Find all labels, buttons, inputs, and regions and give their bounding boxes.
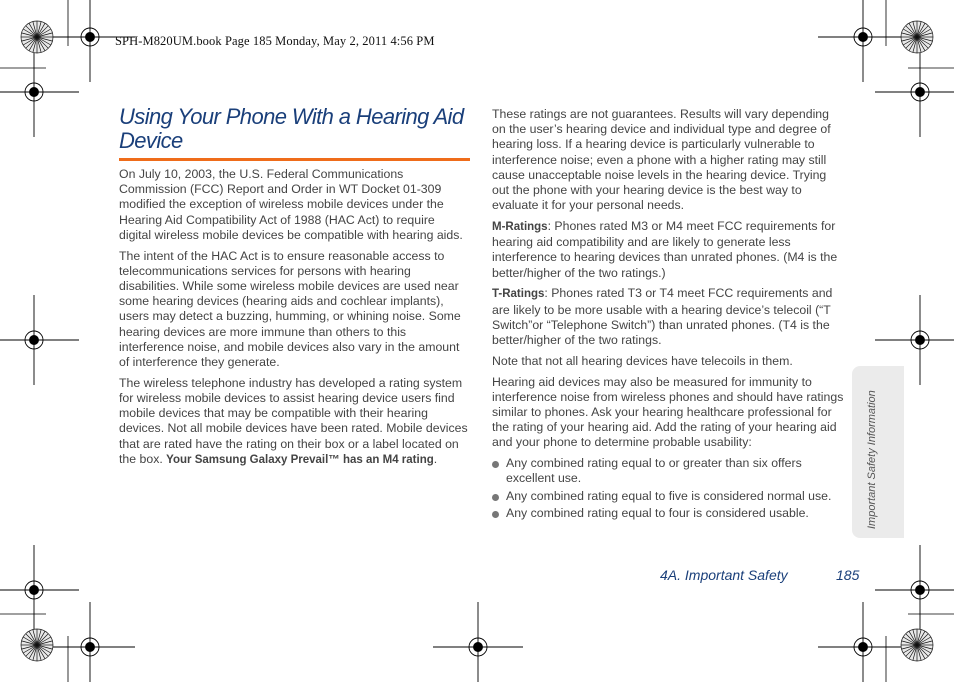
device-rating: Your Samsung Galaxy Prevail™ has an M4 rating [166, 453, 434, 466]
crosshair-mark-icon [0, 47, 79, 137]
list-item: Any combined rating equal to five is considered normal use. [492, 489, 844, 504]
list-item: Any combined rating equal to or greater than six offers excellent use. [492, 456, 844, 486]
m-ratings-text: : Phones rated M3 or M4 meet FCC requirements for hearing aid compatibility and are likely to generate less interference to hearing devices than unrated phones. (M4 is the better/higher of the two ratings.) [492, 219, 838, 280]
crosshair-mark-icon [433, 602, 523, 682]
page-title: Using Your Phone With a Hearing Aid Device [119, 104, 464, 153]
paragraph-fcc-order: On July 10, 2003, the U.S. Federal Communications Commission (FCC) Report and Order in WT Docket 01-309 modified the exception of wireless mobile devices under the Hearing Aid Compatibility Act of 1988 (HAC Act) to require digital wireless mobile devices be compatible with hearing aids. [119, 167, 463, 242]
bullet-icon [492, 511, 499, 518]
rating-period: . [433, 451, 438, 466]
t-ratings-term: T-Ratings [492, 288, 545, 301]
t-ratings-text: : Phones rated T3 or T4 meet FCC requirements and are likely to be more usable with a hearing device’s telecoil (“T Switch”or “Telephone Switch”) than unrated phones. (T4 is the better/higher of the two ratings. [492, 286, 833, 348]
crosshair-mark-icon [0, 295, 79, 385]
crosshair-mark-icon [818, 0, 908, 82]
list-item: Any combined rating equal to four is considered usable. [492, 506, 844, 521]
paragraph-hac-intent: The intent of the HAC Act is to ensure reasonable access to telecommunications services for persons with hearing disabilities. While some wireless mobile devices are used near some hearing devices (hearing aids and cochlear implants), users may detect a buzzing, humming, or whining noise. Some hearing devices are more immune than others to this interference noise, and mobile devices also vary in the amount of interference they generate. [119, 248, 461, 370]
bullet-icon [492, 494, 499, 501]
paragraph-m-ratings [492, 219, 844, 281]
paragraph-immunity: Hearing aid devices may also be measured for immunity to interference noise from wireless phones and should have ratings similar to phones. Ask your hearing healthcare professional for the rating of your hearing aid. Add the rating of your hearing aid and your phone to determine probable usability: [492, 374, 844, 450]
crosshair-mark-icon [875, 47, 954, 137]
crosshair-mark-icon [45, 602, 135, 682]
paragraph-t-ratings [492, 286, 844, 348]
paragraph-telecoil-note: Note that not all hearing devices have telecoils in them. [492, 353, 793, 368]
rosette-mark-icon [21, 21, 53, 53]
paragraph-rating-system [119, 376, 469, 468]
rosette-mark-icon [901, 629, 933, 661]
crosshair-mark-icon [0, 545, 79, 635]
right-column [492, 107, 844, 524]
left-column [119, 167, 469, 474]
side-tab-label: Important Safety Information [866, 390, 878, 529]
title-underline [119, 158, 470, 161]
usability-list [492, 456, 844, 521]
crosshair-mark-icon [818, 602, 908, 682]
page-number: 185 [836, 567, 860, 583]
bullet-icon [492, 461, 499, 468]
footer-section-name: 4A. Important Safety [660, 567, 788, 583]
m-ratings-term: M-Ratings [492, 221, 548, 234]
rating-text: The wireless telephone industry has developed a rating system for wireless mobile devices to assist hearing device users find mobile devices that may be compatible with their hearing devices. Not all mobile devices have been rated. Mobile devices that are rated have the rating on their box or a label located on the box. [119, 375, 468, 466]
crosshair-mark-icon [875, 545, 954, 635]
print-header: SPH-M820UM.book Page 185 Monday, May 2, 2011 4:56 PM [115, 34, 435, 48]
paragraph-guarantees: These ratings are not guarantees. Results will vary depending on the user’s hearing device and individual type and degree of hearing loss. If a hearing device is particularly vulnerable to interference noise; even a phone with a higher rating may still cause unacceptable noise levels in the hearing device. Trying out the phone with your hearing device is the best way to evaluate it for your personal needs. [492, 107, 831, 213]
rosette-mark-icon [21, 629, 53, 661]
rosette-mark-icon [901, 21, 933, 53]
